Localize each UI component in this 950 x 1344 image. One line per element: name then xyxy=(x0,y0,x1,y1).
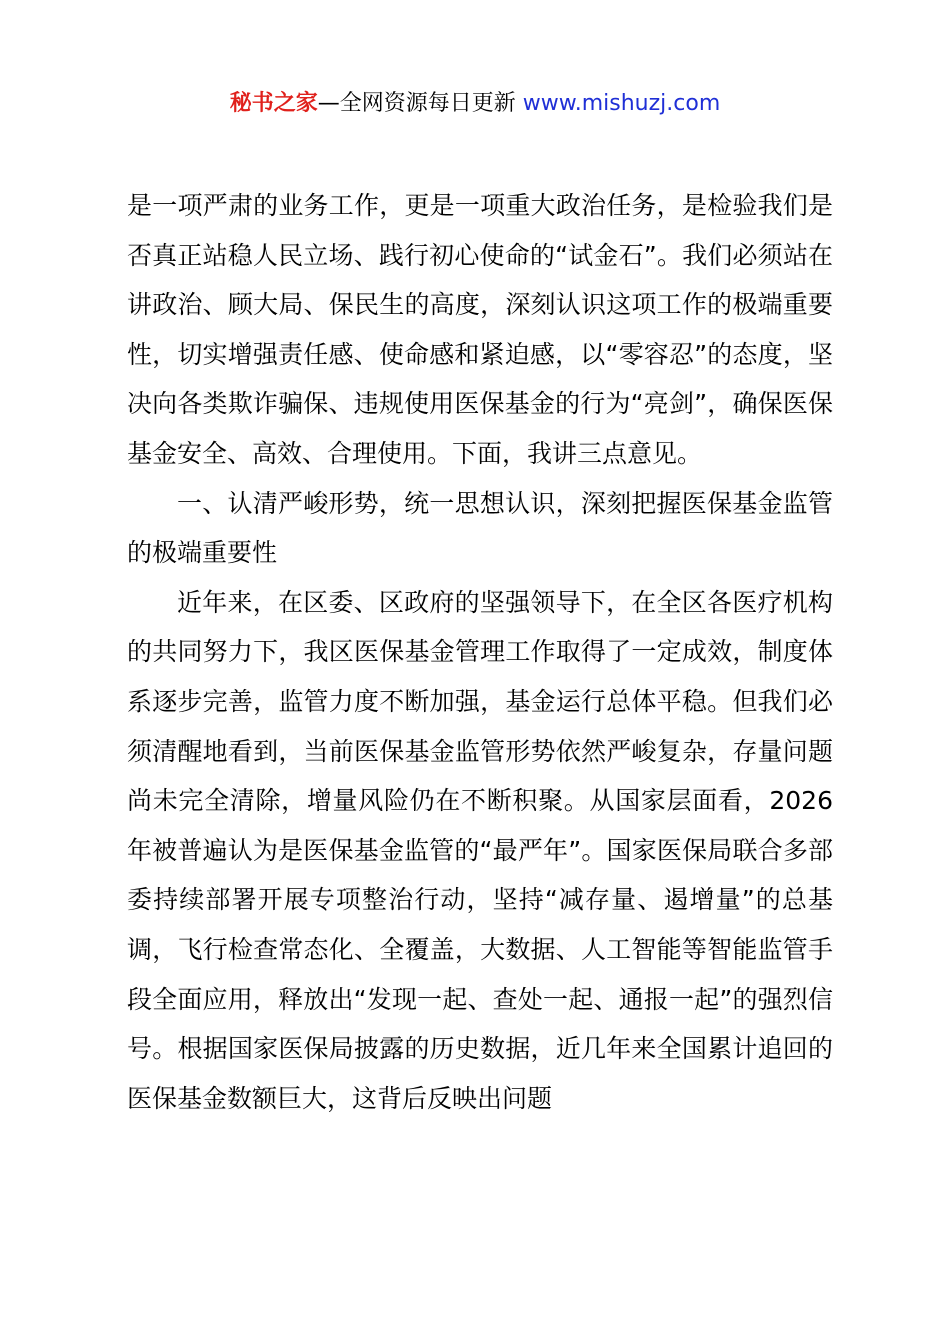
paragraph-situation: 近年来，在区委、区政府的坚强领导下，在全区各医疗机构的共同努力下，我区医保基金管理工作取得了一定成效，制度体系逐步完善，监管力度不断加强，基金运行总体平稳。但我们必须清醒地看到，当前医保基金监管形势依然严峻复杂，存量问题尚未完全清除，增量风险仍在不断积聚。从国家层面看，2026年被普遍认为是医保基金监管的“最严年”。国家医保局联合多部委持续部署开展专项整治行动，坚持“减存量、遏增量”的总基调，飞行检查常态化、全覆盖，大数据、人工智能等智能监管手段全面应用，释放出“发现一起、查处一起、通报一起”的强烈信号。根据国家医保局披露的历史数据，近几年来全国累计追回的医保基金数额巨大，这背后反映出问题 xyxy=(127,587,833,1113)
section-heading-1: 一、认清严峻形势，统一思想认识，深刻把握医保基金监管的极端重要性 xyxy=(127,488,833,568)
document-body xyxy=(127,181,833,1123)
brand-name: 秘书之家 xyxy=(229,91,318,116)
header-tagline: —全网资源每日更新 xyxy=(317,91,523,116)
website-link[interactable]: www.mishuzj.com xyxy=(522,91,721,116)
page-header xyxy=(0,86,950,122)
paragraph-intro: 是一项严肃的业务工作，更是一项重大政治任务，是检验我们是否真正站稳人民立场、践行初心使命的“试金石”。我们必须站在讲政治、顾大局、保民生的高度，深刻认识这项工作的极端重要性，切实增强责任感、使命感和紧迫感，以“零容忍”的态度，坚决向各类欺诈骗保、违规使用医保基金的行为“亮剑”，确保医保基金安全、高效、合理使用。下面，我讲三点意见。 xyxy=(127,191,833,468)
